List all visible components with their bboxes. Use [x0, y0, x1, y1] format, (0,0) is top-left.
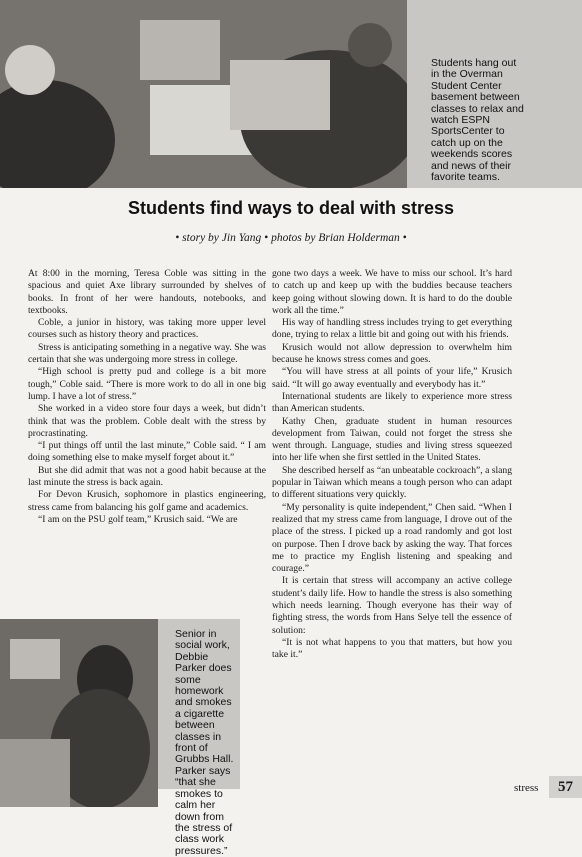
paragraph: Stress is anticipating something in a negative way. She was certain that she was undergoing more stress in college.	[28, 341, 266, 366]
paragraph: She described herself as “an unbeatable cockroach”, a slang popular in Taiwan which means a tough person who can adapt to different situations very quickly.	[272, 464, 512, 501]
paragraph: “It is not what happens to you that matters, but how you take it.”	[272, 636, 512, 661]
right-column	[272, 268, 512, 662]
paragraph: For Devon Krusich, sophomore in plastics engineering, stress came from balancing his golf game and academics.	[28, 489, 266, 513]
paragraph: It is certain that stress will accompany an active college student’s daily life. How to handle the stress is also something which needs learning. Though everyone has their way of fighting stress, the words from Hans Selye tell the essence of solution:	[272, 575, 512, 636]
paragraph: Coble, a junior in history, was taking more upper level courses such as history theory and practices.	[28, 317, 266, 341]
paragraph: “I am on the PSU golf team,” Krusich said. “We are	[38, 513, 238, 525]
page-number: 57	[549, 776, 582, 798]
paragraph: Kathy Chen, graduate student in human resources development from Taiwan, could not forget the stress she went through. Language, studies and living stress squeezed into her life when she first settled in the United States.	[272, 415, 512, 464]
paragraph: “High school is pretty pud and college is a bit more tough,” Coble said. “There is more work to do all in one big lump. I have a lot of stress.”	[28, 366, 266, 402]
paragraph: At 8:00 in the morning, Teresa Coble was sitting in the spacious and quiet Axe library surrounded by shelves of books. In front of her were handouts, notebooks, and textbooks.	[28, 268, 266, 316]
paragraph: But she did admit that was not a good habit because at the last minute the stress is back again.	[28, 464, 266, 489]
paragraph: gone two days a week. We have to miss our school. It’s hard to catch up and keep up with the buddies because teachers keep going without slowing down. It is hard to do the double work all the time.”	[272, 268, 512, 316]
top-photo-caption-box	[407, 0, 582, 188]
paragraph: International students are likely to experience more stress than American students.	[272, 390, 512, 415]
lounge-photo	[0, 0, 407, 188]
article-headline: Students find ways to deal with stress	[127, 198, 455, 218]
bottom-photo-caption: Senior in social work, Debbie Parker does some homework and smokes a cigarette between classes in front of Grubbs Hall. Parker says “that she smokes to calm her down from the stress of class work pressures.”	[175, 628, 234, 857]
paragraph: She worked in a video store four days a week, but didn’t think that was the problem. Coble dealt with the stress by procrastinating.	[28, 403, 266, 439]
top-photo-caption: Students hang out in the Overman Student Center basement between classes to relax and watch ESPN SportsCenter to catch up on the weekends scores and news of their favorite teams.	[431, 57, 524, 184]
paragraph: “You will have stress at all points of your life,” Krusich said. “It will go away eventually and everybody has it.”	[272, 366, 512, 390]
bottom-photo-caption-box	[158, 619, 240, 857]
smoking-student-photo	[0, 619, 158, 807]
lounge-photo-image	[0, 0, 407, 188]
section-name: stress	[514, 782, 539, 794]
left-column	[28, 268, 266, 526]
smoking-student-image	[0, 619, 158, 807]
paragraph: “I put things off until the last minute,” Coble said. “ I am doing something else to make myself forget about it.”	[28, 440, 266, 464]
paragraph: Krusich would not allow depression to overwhelm him because he knows stress comes and goes.	[272, 341, 512, 366]
paragraph: His way of handling stress includes trying to get everything done, trying to relax a little bit and going out with his friends.	[272, 317, 512, 341]
paragraph: “My personality is quite independent,” Chen said. “When I realized that my stress came from language, I drove out of the place of the stress. I picked up a road randomly and got lost on purpose. Then I drove back by asking the way. That forces me to practice my English listening and speaking and courage.”	[272, 501, 512, 575]
article-credits: • story by Jin Yang • photos by Brian Holderman •	[175, 232, 407, 244]
